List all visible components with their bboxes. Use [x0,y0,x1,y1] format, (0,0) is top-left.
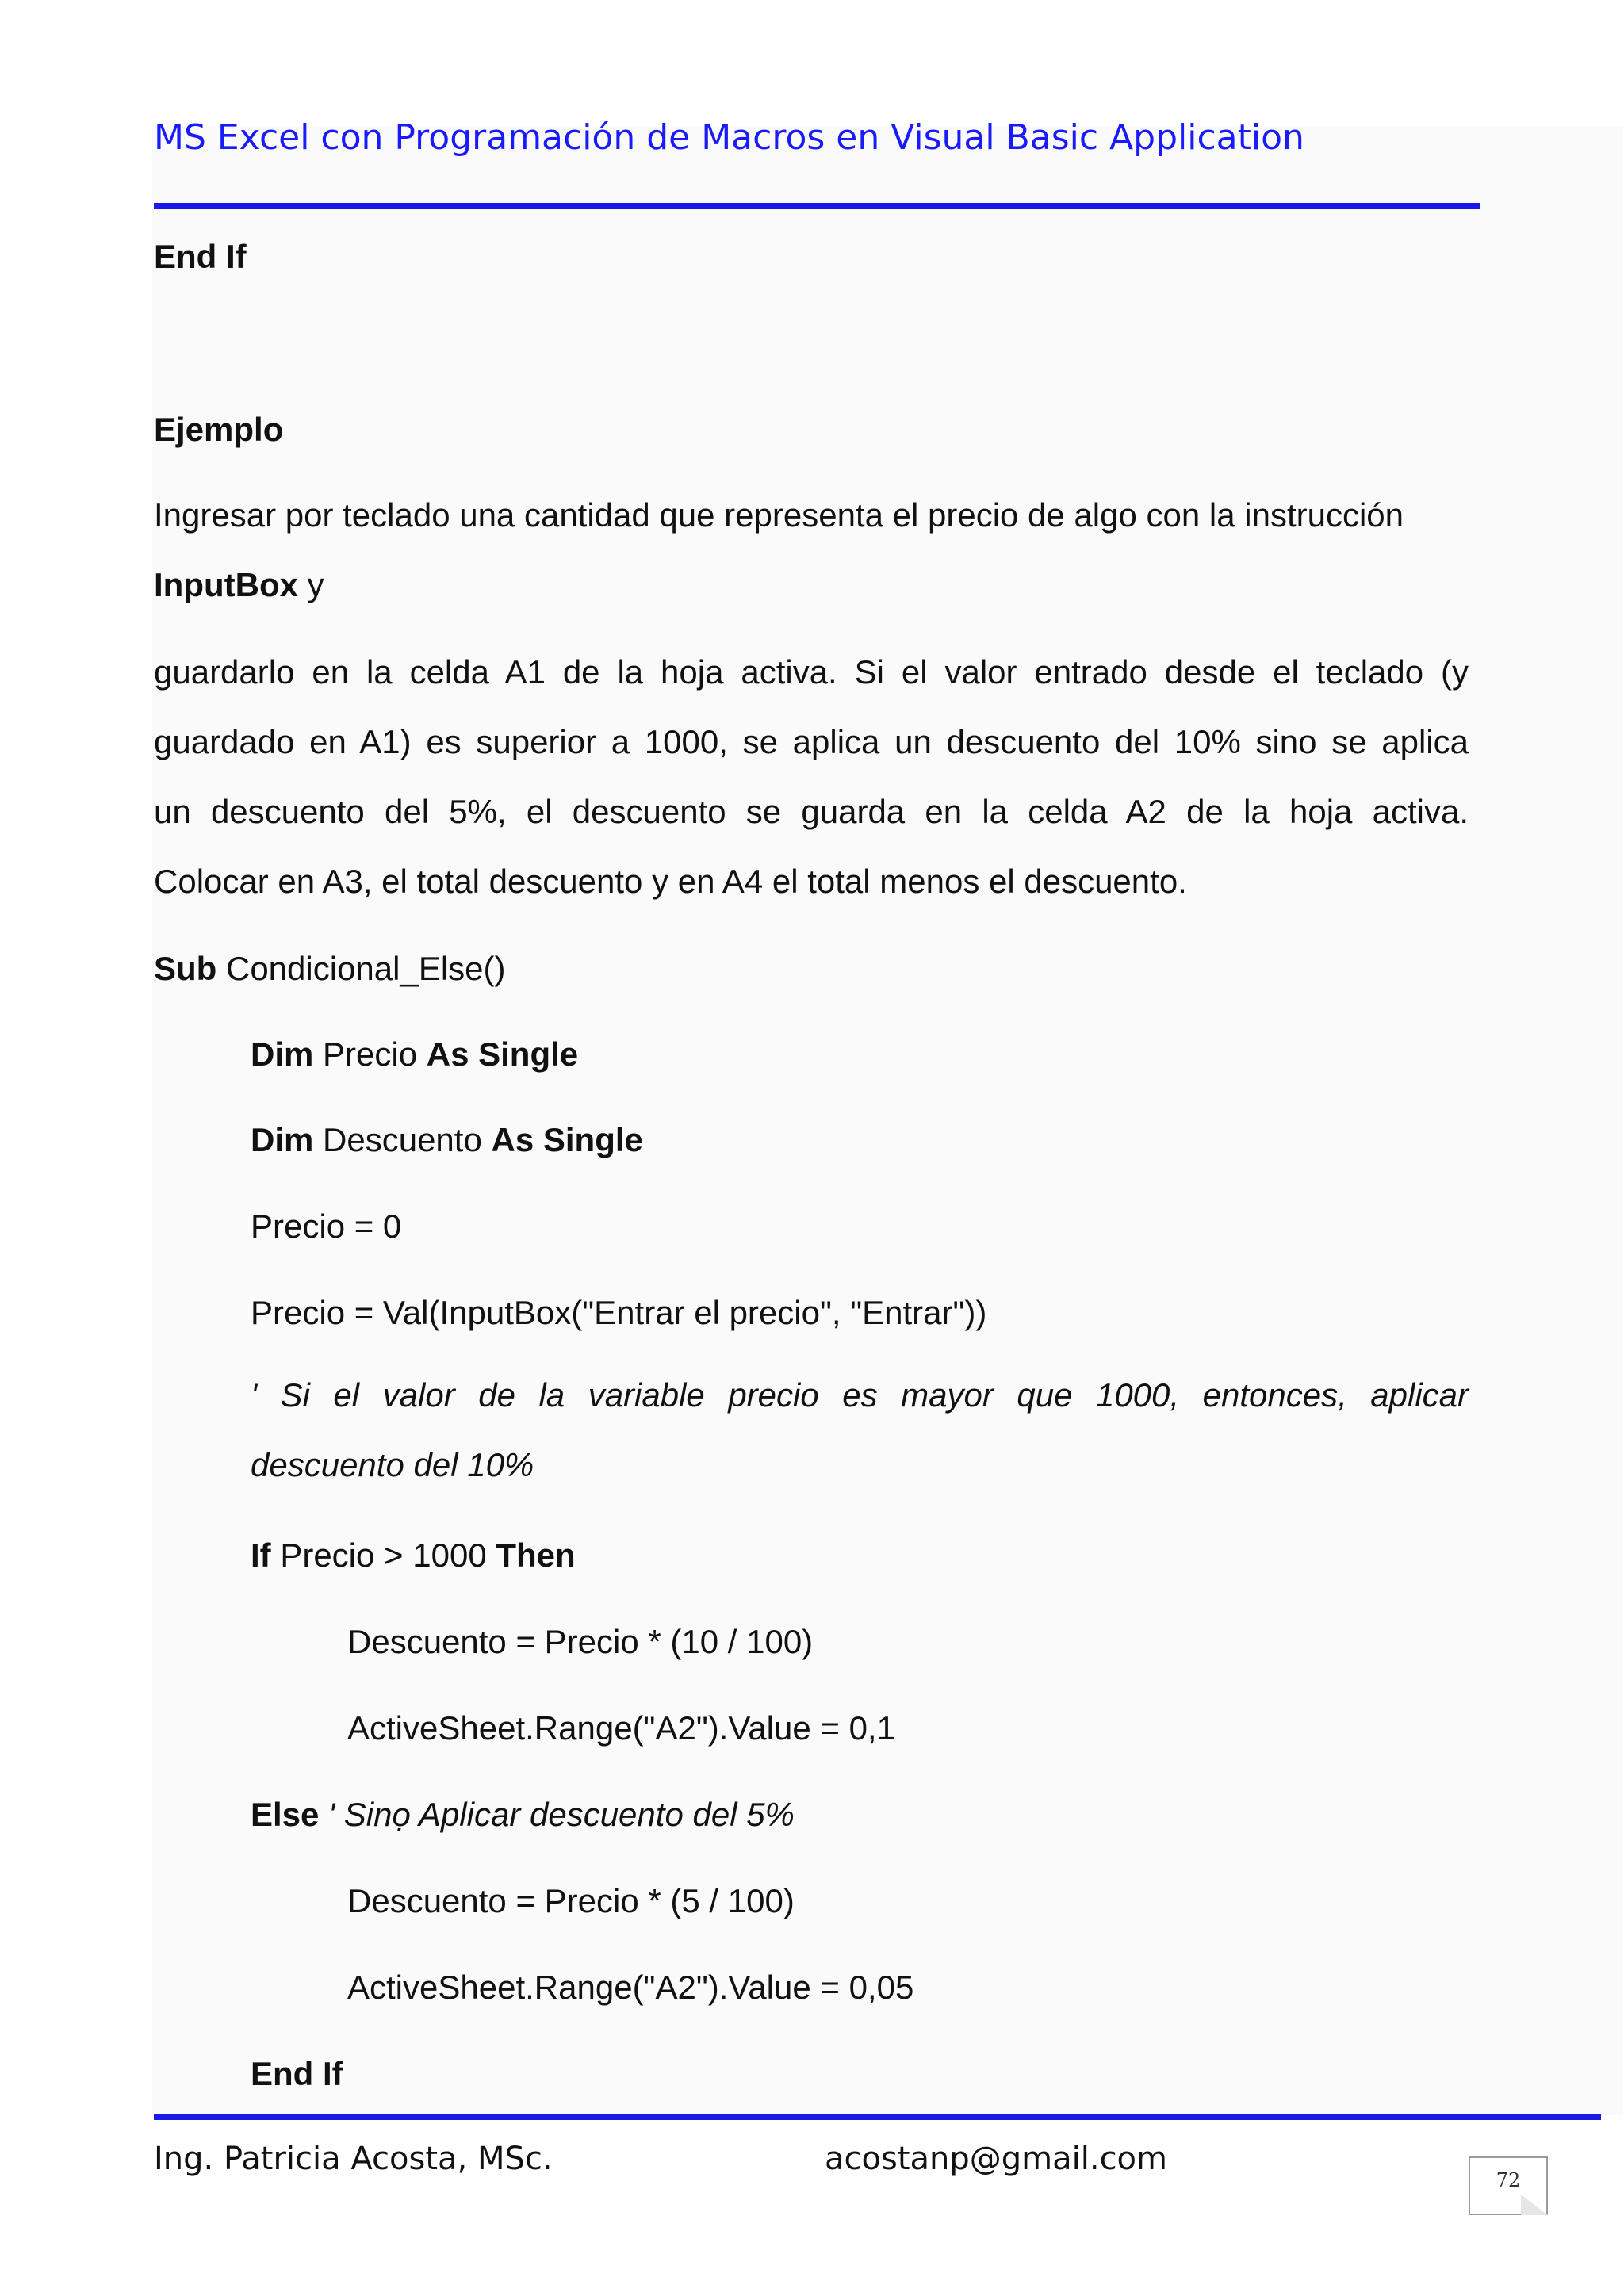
footer-rule [154,2114,1601,2120]
code-comment [251,1360,1469,1500]
dim-type: As Single [491,1121,643,1158]
then-keyword: Then [496,1536,576,1574]
header-rule [154,203,1480,209]
comment-row: ' Si el valor de la variable precio es mayor que 1000, entonces, aplicar [251,1376,1469,1414]
intro-line-2 [154,563,324,607]
code-precio-zero: Precio = 0 [251,1207,402,1245]
code-set-a2-01: ActiveSheet.Range("A2").Value = 0,1 [347,1709,895,1747]
code-dim-precio [251,1032,578,1077]
dim-keyword: Dim [251,1035,314,1073]
dim-keyword: Dim [251,1121,314,1158]
description-paragraph [154,637,1469,916]
page-number-box [1469,2156,1548,2215]
comment-row: descuento del 10% [251,1446,534,1483]
sub-keyword: Sub [154,950,217,987]
else-comment: ' Sinọ Aplicar descuento del 5% [319,1796,795,1833]
code-set-a2-005: ActiveSheet.Range("A2").Value = 0,05 [347,1969,914,2006]
code-else-line [251,1793,795,1837]
code-precio-input: Precio = Val(InputBox("Entrar el precio", "Entrar")) [251,1294,987,1331]
if-condition: Precio > 1000 [270,1536,496,1574]
dim-variable: Descuento [313,1121,492,1158]
running-header-title: MS Excel con Programación de Macros en Visual Basic Application [154,117,1304,158]
code-dim-descuento [251,1118,643,1162]
inputbox-keyword: InputBox [154,566,298,603]
paragraph-row: un descuento del 5%, el descuento se guarda en la celda A2 de la hoja activa. [154,793,1469,830]
dim-type: As Single [426,1035,579,1073]
page-number: 72 [1496,2169,1521,2191]
code-end-if: End If [251,2055,343,2092]
sub-name: Condicional_Else() [216,950,506,987]
footer-author: Ing. Patricia Acosta, MSc. [154,2141,553,2177]
paragraph-row: guardarlo en la celda A1 de la hoja activa. Si el valor entrado desde el teclado (y [154,653,1469,691]
section-heading: Ejemplo [154,411,284,448]
footer-email: acostanp@gmail.com [825,2141,1167,2177]
if-keyword: If [251,1536,271,1574]
page-corner-fold-icon [1521,2195,1548,2215]
paragraph-row: Colocar en A3, el total descuento y en A4 el total menos el descuento. [154,863,1187,900]
dim-variable: Precio [313,1035,427,1073]
code-calc-5: Descuento = Precio * (5 / 100) [347,1882,795,1919]
code-if-line [251,1533,576,1578]
else-keyword: Else [251,1796,320,1833]
paragraph-row: guardado en A1) es superior a 1000, se aplica un descuento del 10% sino se aplica [154,723,1469,760]
code-sub-line [154,947,506,991]
end-if-top: End If [154,238,247,275]
intro-after-keyword: y [297,566,324,603]
code-calc-10: Descuento = Precio * (10 / 100) [347,1623,814,1660]
intro-line-1: Ingresar por teclado una cantidad que representa el precio de algo con la instrucción [154,496,1404,534]
